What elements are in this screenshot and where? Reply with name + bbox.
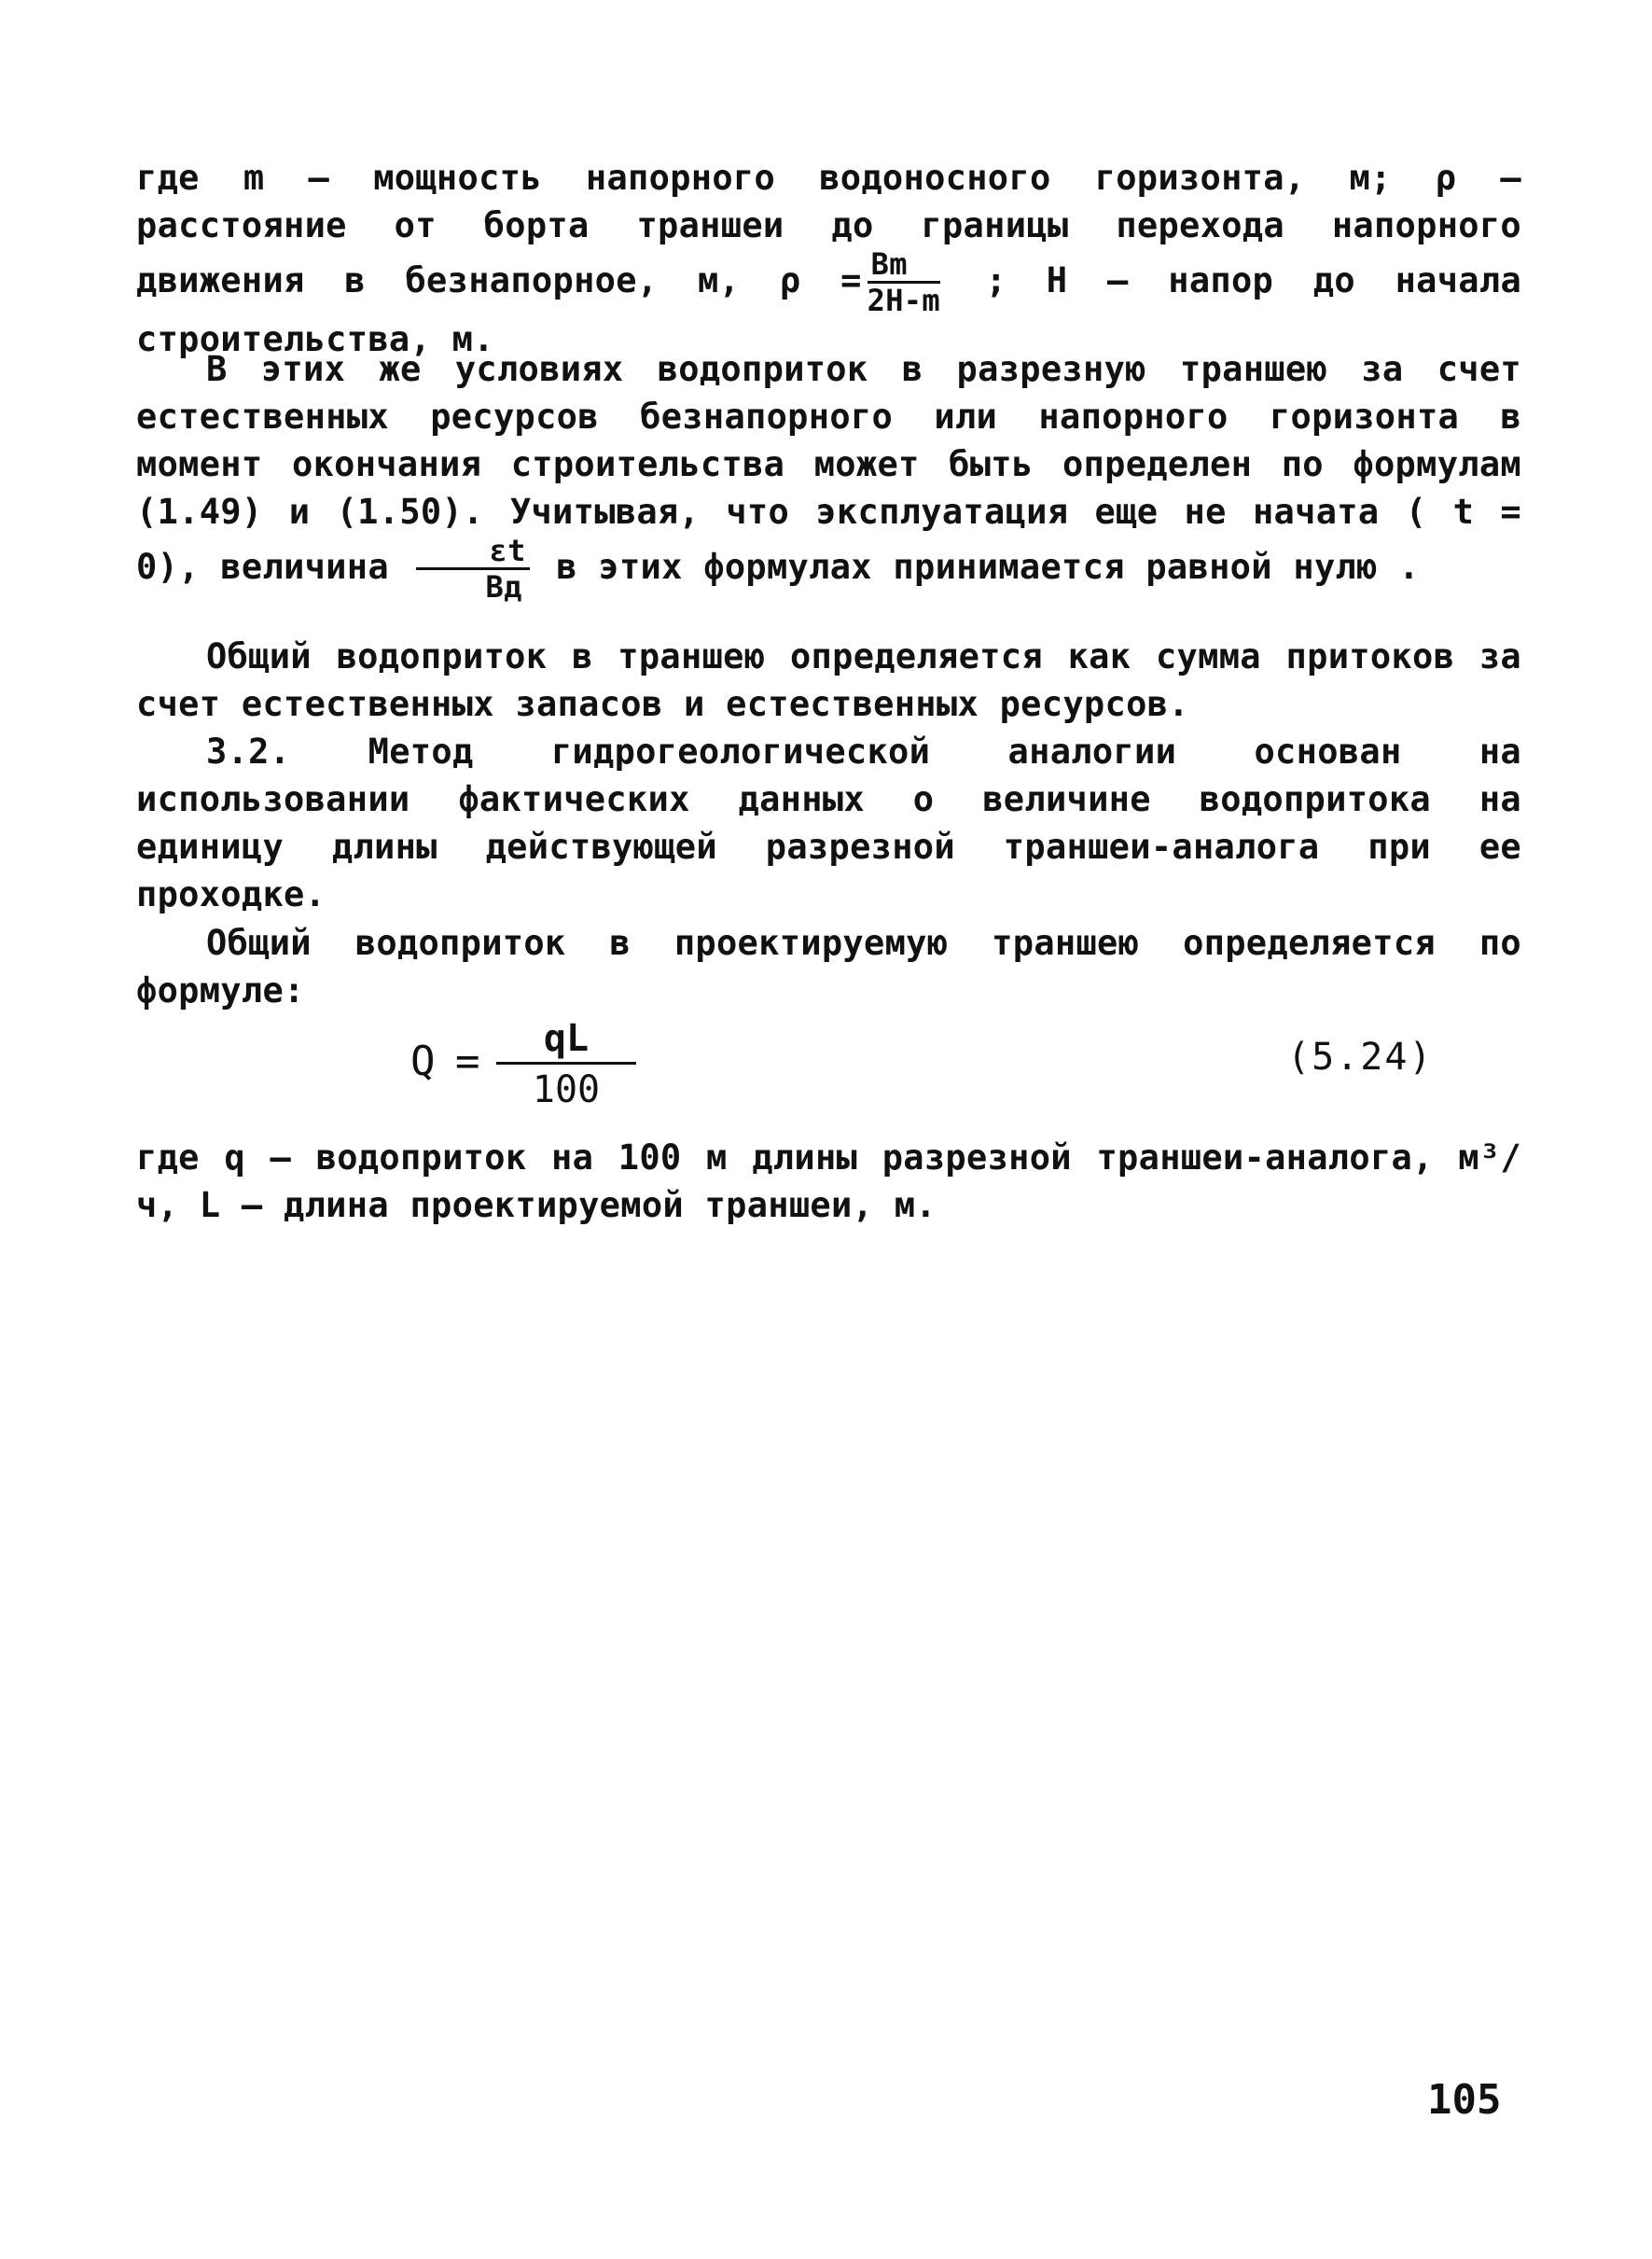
paragraph-total-inflow: Общий водоприток в траншею определяется как сумма притоков за счет естественных запасов и естественных ресурсов. (136, 636, 1521, 724)
rho-fraction-denominator: 2H-m (867, 283, 940, 318)
natural-resources-text-start: В этих же условиях водоприток в разрезную траншею за счет естественных ресурсов безнапорного или напорного горизонта в момент окончания строительства может быть определен по формулам (1.49) и (1.50). Учитывая, что эксплуатация еще не начата ( t = 0), величина (136, 349, 1521, 587)
paragraph-method-analogy: 3.2. Метод гидрогеологической аналогии основан на использовании фактических данных о величине водопритока на единицу длины действующей разрезной траншеи-аналога при ее проходке. (136, 732, 1521, 914)
formula-denominator: 100 (532, 1068, 601, 1111)
natural-resources-text-end: в этих формулах принимается равной нулю . (556, 547, 1420, 587)
definitions-text-end: ; Н – напор до начала строительства, м. (136, 260, 1522, 359)
et-fraction-numerator: εt (416, 536, 530, 570)
formula-fraction (496, 1017, 636, 1111)
et-fraction (416, 533, 530, 605)
page-number: 105 (1427, 2076, 1502, 2124)
et-fraction-denominator: Bд (485, 569, 522, 605)
rho-label: ρ = (779, 260, 862, 300)
formula-equals: = (455, 1038, 480, 1085)
paragraph-definitions (136, 154, 1521, 363)
formula-numerator: qL (496, 1017, 636, 1065)
rho-fraction (867, 246, 940, 318)
equation-number: (5.24) (1287, 1036, 1434, 1079)
definitions-text-start: где m – мощность напорного водоносного горизонта, м; ρ –расстояние от борта траншеи до границы перехода напорного движения в безнапорное, м, (136, 158, 1521, 300)
paragraph-formula-intro: Общий водоприток в проектируемую траншею определяется по формуле: (136, 923, 1521, 1011)
paragraph-natural-resources (136, 345, 1521, 605)
rho-fraction-numerator: Bm (868, 249, 940, 284)
paragraph-formula-definitions: где q – водоприток на 100 м длины разрезной траншеи-аналога, м³/ч, L – длина проектируемой траншеи, м. (136, 1137, 1521, 1225)
formula-lhs: Q (410, 1038, 436, 1085)
